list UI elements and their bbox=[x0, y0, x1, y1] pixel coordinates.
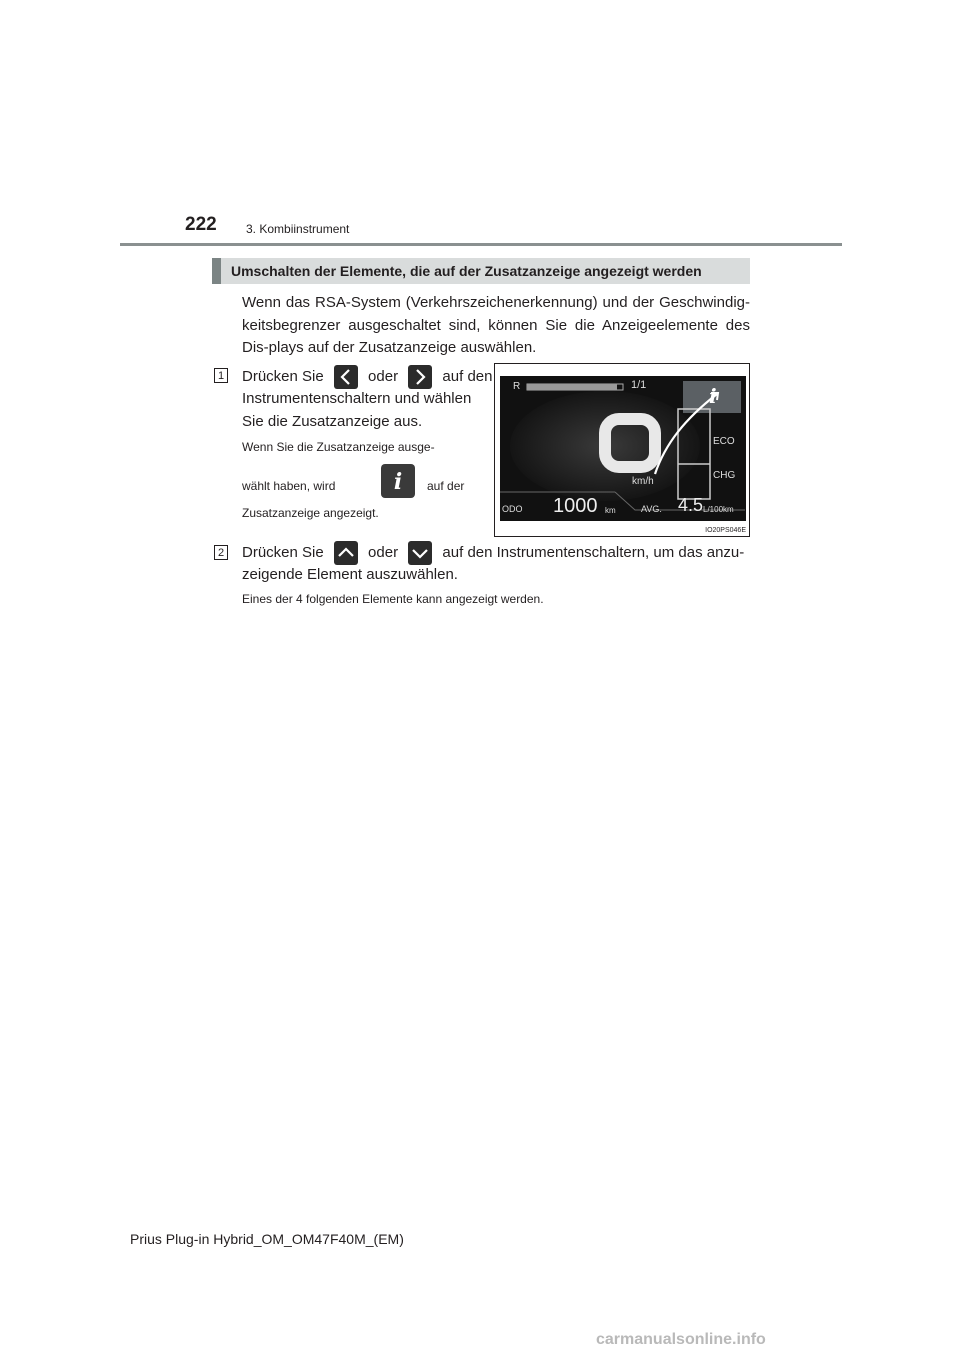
fuel-indicator: 1/1 bbox=[631, 379, 647, 391]
step2-line2: zeigende Element auszuwählen. bbox=[242, 566, 458, 583]
right-arrow-key-icon bbox=[408, 365, 432, 389]
odo-label: ODO bbox=[502, 504, 523, 514]
info-key-icon bbox=[381, 464, 415, 498]
header-rule bbox=[120, 243, 842, 246]
figure-label: IO20PS046E bbox=[705, 527, 746, 534]
avg-unit: L/100km bbox=[703, 505, 734, 514]
step2-note: Eines der 4 folgenden Elemente kann angezeigt werden. bbox=[242, 592, 544, 606]
step-number-2: 2 bbox=[214, 545, 228, 560]
step1-note-b: wählt haben, wird bbox=[242, 479, 336, 493]
eco-label: ECO bbox=[713, 436, 735, 447]
step2-text-a: Drücken Sie bbox=[242, 543, 324, 561]
section-title: Umschalten der Elemente, die auf der Zusatzanzeige angezeigt werden bbox=[231, 263, 702, 279]
step-number-1: 1 bbox=[214, 368, 228, 383]
avg-value: 4.5 bbox=[678, 495, 704, 515]
left-arrow-key-icon bbox=[334, 365, 358, 389]
step2-line1 bbox=[242, 541, 750, 565]
gear-indicator: R bbox=[513, 381, 521, 392]
up-arrow-key-icon bbox=[334, 541, 358, 565]
chapter-title: 3. Kombiinstrument bbox=[246, 222, 350, 236]
step2-text-b: auf den Instrumentenschaltern, um das anzu- bbox=[442, 543, 745, 561]
odo-unit: km bbox=[605, 506, 616, 515]
step1-line1 bbox=[242, 365, 493, 389]
chg-label: CHG bbox=[713, 470, 736, 481]
watermark: carmanualsonline.info bbox=[596, 1331, 766, 1348]
step1-line3: Sie die Zusatzanzeige aus. bbox=[242, 413, 423, 430]
info-display-icon: i bbox=[709, 384, 717, 408]
step1-note-a: Wenn Sie die Zusatzanzeige ausge- bbox=[242, 440, 435, 454]
odo-value: 1000 bbox=[553, 495, 598, 517]
intro-paragraph: Wenn das RSA-System (Verkehrszeichenerkennung) und der Geschwindig-keitsbegrenzer ausgeschaltet sind, können Sie die Anzeigeelemente des Dis-plays auf der Zusatzanzeige auswählen. bbox=[242, 294, 750, 356]
page-number: 222 bbox=[185, 214, 217, 235]
step1-text-a: Drücken Sie bbox=[242, 367, 324, 385]
step1-note-d: Zusatzanzeige angezeigt. bbox=[242, 506, 379, 520]
down-arrow-key-icon bbox=[408, 541, 432, 565]
svg-text:i: i bbox=[393, 469, 403, 495]
section-heading-bar bbox=[212, 258, 750, 284]
step1-or: oder bbox=[368, 367, 399, 385]
step1-note-c: auf der bbox=[427, 479, 465, 493]
footer-text: Prius Plug-in Hybrid_OM_OM47F40M_(EM) bbox=[130, 1231, 404, 1247]
step1-line2: Instrumentenschaltern und wählen bbox=[242, 390, 472, 407]
step1-text-b: auf den bbox=[442, 367, 493, 385]
instrument-cluster-figure bbox=[494, 363, 750, 537]
step2-or: oder bbox=[368, 543, 399, 561]
speed-unit: km/h bbox=[632, 476, 654, 487]
avg-label: AVG. bbox=[641, 504, 662, 514]
